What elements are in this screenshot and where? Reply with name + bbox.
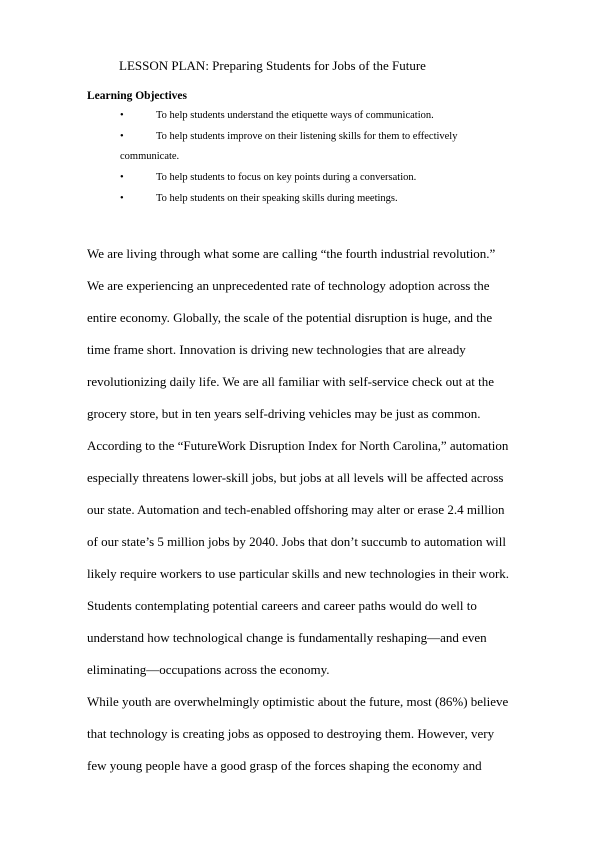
- objective-item: To help students improve on their listening skills for them to effectively: [156, 131, 458, 142]
- body-line: of our state’s 5 million jobs by 2040. Jobs that don’t succumb to automation will: [87, 534, 506, 549]
- body-line: We are living through what some are calling “the fourth industrial revolution.”: [87, 246, 496, 261]
- learning-objectives-heading: Learning Objectives: [87, 90, 187, 102]
- body-line: eliminating—occupations across the economy.: [87, 662, 330, 677]
- body-line: time frame short. Innovation is driving new technologies that are already: [87, 342, 466, 357]
- body-line: few young people have a good grasp of the forces shaping the economy and: [87, 758, 482, 773]
- body-line: understand how technological change is fundamentally reshaping—and even: [87, 630, 487, 645]
- body-line: our state. Automation and tech-enabled offshoring may alter or erase 2.4 million: [87, 502, 505, 517]
- body-line: We are experiencing an unprecedented rate of technology adoption across the: [87, 278, 490, 293]
- body-line: entire economy. Globally, the scale of the potential disruption is huge, and the: [87, 310, 493, 325]
- objective-item: To help students understand the etiquette ways of communication.: [156, 110, 434, 121]
- body-line: especially threatens lower-skill jobs, but jobs at all levels will be affected across: [87, 470, 504, 485]
- bullet-icon: •: [120, 193, 124, 204]
- body-line: While youth are overwhelmingly optimistic about the future, most (86%) believe: [87, 694, 509, 709]
- body-line: Students contemplating potential careers and career paths would do well to: [87, 598, 477, 613]
- objective-item: To help students to focus on key points during a conversation.: [156, 172, 417, 183]
- body-line: grocery store, but in ten years self-driving vehicles may be just as common.: [87, 406, 481, 421]
- body-line: According to the “FutureWork Disruption Index for North Carolina,” automation: [87, 438, 509, 453]
- bullet-icon: •: [120, 110, 124, 121]
- objective-item: To help students on their speaking skills during meetings.: [156, 193, 398, 204]
- body-line: likely require workers to use particular skills and new technologies in their work.: [87, 566, 510, 581]
- body-line: that technology is creating jobs as opposed to destroying them. However, very: [87, 726, 495, 741]
- bullet-icon: •: [120, 172, 124, 183]
- bullet-icon: •: [120, 131, 124, 142]
- objective-item-continuation: communicate.: [120, 151, 180, 162]
- document-title: LESSON PLAN: Preparing Students for Jobs of the Future: [119, 58, 426, 73]
- body-line: revolutionizing daily life. We are all familiar with self-service check out at the: [87, 374, 494, 389]
